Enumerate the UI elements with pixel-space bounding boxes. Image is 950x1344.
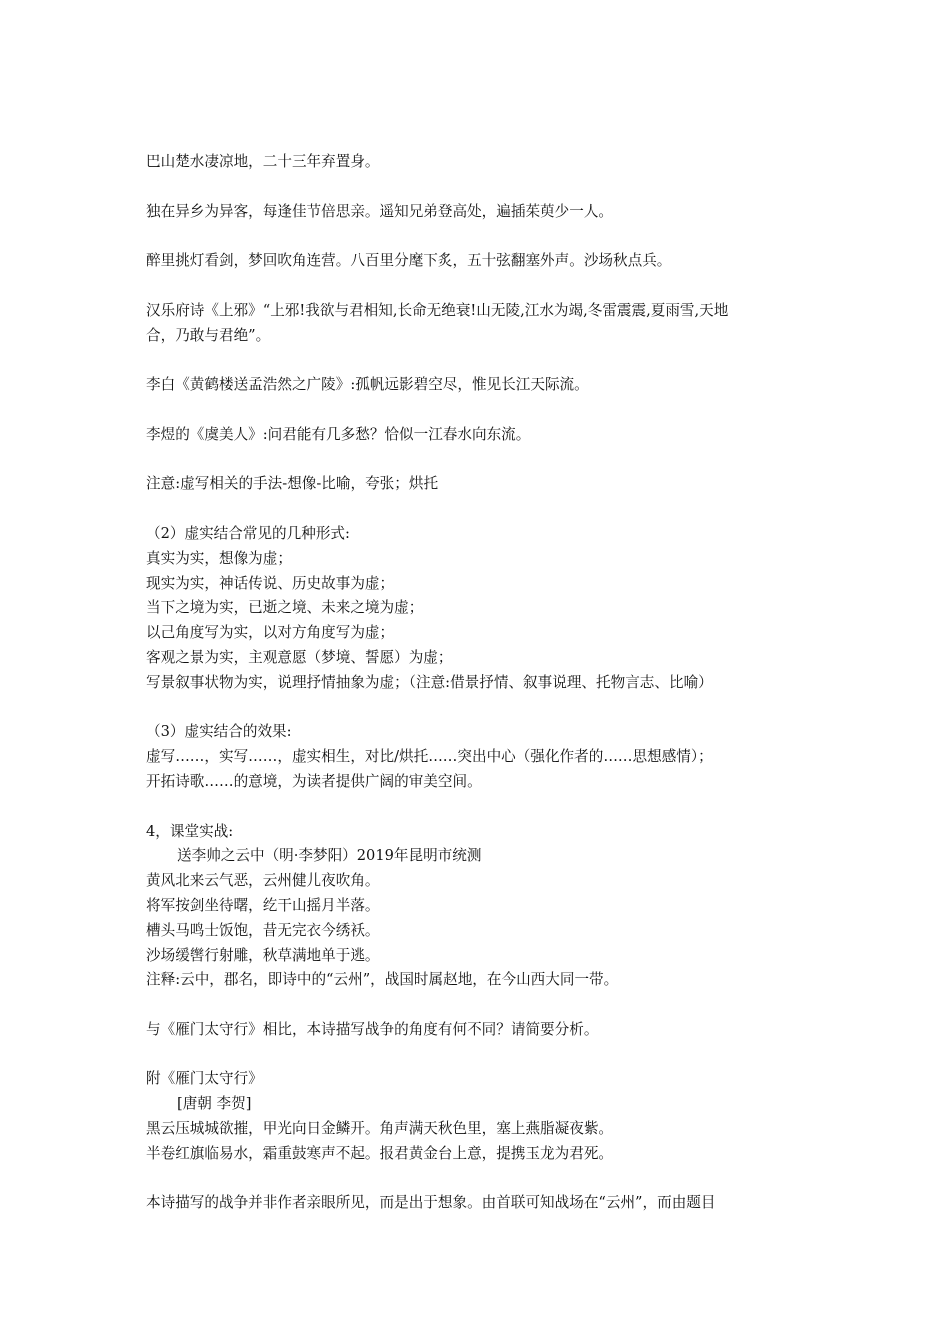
poem-title: 送李帅之云中（明·李梦阳）2019年昆明市统测 bbox=[177, 847, 482, 865]
poem-line: 黑云压城城欲摧，甲光向日金鳞开。角声满天秋色里，塞上燕脂凝夜紫。 bbox=[146, 1120, 614, 1138]
poem-quote-line: 巴山楚水凄凉地，二十三年弃置身。 bbox=[146, 153, 380, 170]
list-item: 开拓诗歌……的意境，为读者提供广阔的审美空间。 bbox=[146, 772, 482, 790]
poem-quote-line: 合，乃敢与君绝”。 bbox=[146, 326, 271, 344]
answer-paragraph: 本诗描写的战争并非作者亲眼所见，而是出于想象。由首联可知战场在“云州”，而由题目 bbox=[146, 1194, 716, 1212]
poem-quote-line: 独在异乡为异客，每逢佳节倍思亲。遥知兄弟登高处，遍插茱萸少一人。 bbox=[146, 202, 614, 220]
list-item: 真实为实，想像为虚； bbox=[146, 549, 292, 567]
list-item: 以己角度写为实，以对方角度写为虚； bbox=[146, 624, 395, 642]
spacer bbox=[146, 497, 826, 522]
list-item: 虚写……，实写……，虚实相生，对比/烘托……突出中心（强化作者的……思想感情）； bbox=[146, 748, 713, 766]
poem-line: 槽头马鸣士饭饱，昔无完衣今绣袄。 bbox=[146, 921, 380, 939]
appendix-heading: 附《雁门太守行》 bbox=[146, 1070, 263, 1088]
spacer bbox=[146, 398, 826, 423]
poem-quote-line: 醉里挑灯看剑，梦回吹角连营。八百里分麾下炙，五十弦翻塞外声。沙场秋点兵。 bbox=[146, 252, 672, 270]
spacer bbox=[146, 448, 826, 473]
question-text: 与《雁门太守行》相比，本诗描写战争的角度有何不同？请简要分析。 bbox=[146, 1020, 599, 1038]
spacer bbox=[146, 348, 826, 373]
poem-line: 半卷红旗临易水，霜重鼓寒声不起。报君黄金台上意，提携玉龙为君死。 bbox=[146, 1144, 614, 1162]
poem-line: 黄风北来云气恶，云州健儿夜吹角。 bbox=[146, 872, 380, 890]
poem-quote-line: 汉乐府诗《上邪》“上邪!我欲与君相知,长命无绝衰!山无陵,江水为竭,冬雷震震,夏雨雪,天地 bbox=[146, 301, 729, 319]
annotation-note: 注释:云中，郡名，即诗中的“云州”，战国时属赵地，在今山西大同一带。 bbox=[146, 971, 619, 989]
section-heading: （2）虚实结合常见的几种形式: bbox=[146, 524, 350, 542]
list-item: 客观之景为实，主观意愿（梦境、誓愿）为虚； bbox=[146, 648, 453, 666]
spacer bbox=[146, 274, 826, 299]
appendix-author: [唐朝 李贺] bbox=[177, 1095, 252, 1113]
poem-line: 沙场缓辔行射雕，秋草满地单于逃。 bbox=[146, 946, 380, 964]
spacer bbox=[146, 224, 826, 249]
spacer bbox=[146, 696, 826, 721]
list-item: 写景叙事状物为实，说理抒情抽象为虚；（注意:借景抒情、叙事说理、托物言志、比喻） bbox=[146, 673, 713, 691]
poem-quote-line: 李白《黄鹤楼送孟浩然之广陵》:孤帆远影碧空尽，惟见长江天际流。 bbox=[146, 376, 589, 394]
spacer bbox=[146, 175, 826, 200]
poem-quote-line: 李煜的《虞美人》:问君能有几多愁？恰似一江春水向东流。 bbox=[146, 425, 531, 443]
spacer bbox=[146, 795, 826, 820]
spacer bbox=[146, 993, 826, 1018]
document-body bbox=[146, 150, 826, 1216]
list-item: 现实为实，神话传说、历史故事为虚； bbox=[146, 574, 395, 592]
list-item: 当下之境为实，已逝之境、未来之境为虚； bbox=[146, 599, 424, 617]
section-heading: 4，课堂实战: bbox=[146, 822, 234, 840]
section-heading: （3）虚实结合的效果: bbox=[146, 723, 292, 741]
poem-line: 将军按剑坐待曙，纥干山摇月半落。 bbox=[146, 896, 380, 914]
note-line: 注意:虚写相关的手法-想像-比喻，夸张；烘托 bbox=[146, 475, 439, 493]
spacer bbox=[146, 1043, 826, 1068]
spacer bbox=[146, 1167, 826, 1192]
